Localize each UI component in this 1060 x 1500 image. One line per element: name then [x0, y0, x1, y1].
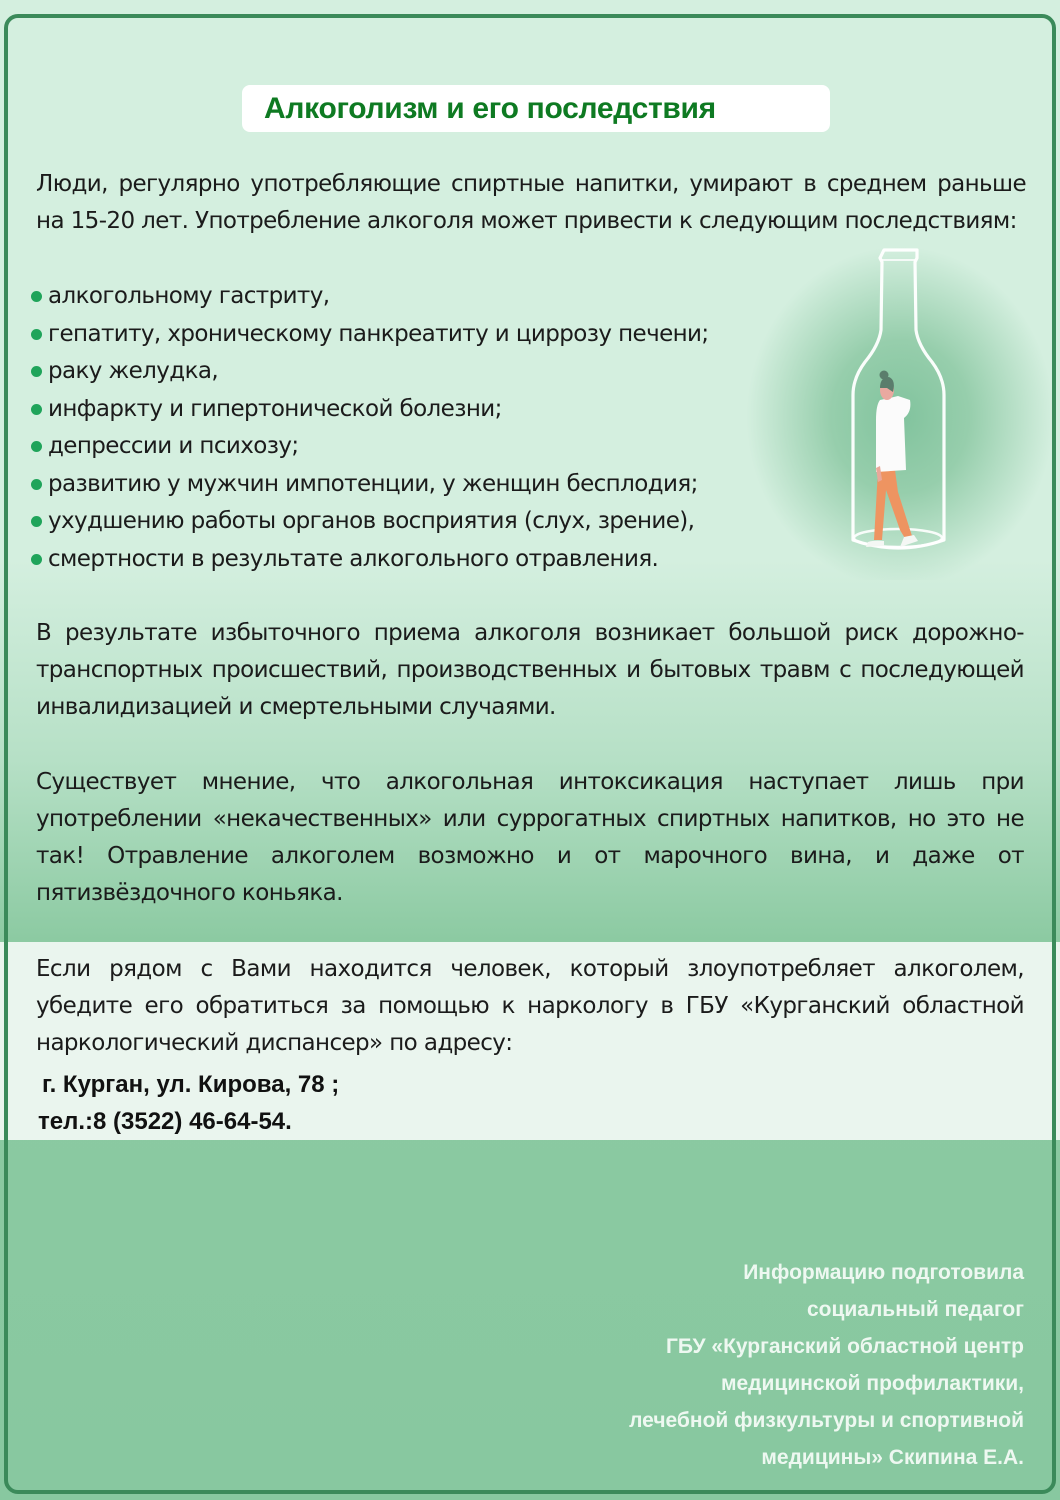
credits-line: медицины» Скипина Е.А. [761, 1446, 1024, 1469]
bullet-icon [31, 329, 42, 340]
bullet-icon [31, 554, 42, 565]
credits-line: лечебной физкультуры и спортивной [629, 1409, 1024, 1432]
address-text: г. Курган, ул. Кирова, 78 ; [42, 1071, 340, 1098]
list-item: смертности в результате алкогольного отравления. [31, 541, 709, 579]
bullet-icon [31, 479, 42, 490]
list-item: инфаркту и гипертонической болезни; [31, 391, 709, 429]
intro-paragraph: Люди, регулярно употребляющие спиртные напитки, умирают в среднем раньше на 15-20 лет. Употребление алкоголя может привести к следующим последствиям: [36, 171, 1026, 234]
bullet-icon [31, 291, 42, 302]
person-in-bottle-illustration [830, 240, 970, 560]
credits-line: социальный педагог [806, 1298, 1024, 1321]
credits-line: Информацию подготовила [743, 1261, 1024, 1284]
bullet-icon [31, 441, 42, 452]
bullet-icon [31, 366, 42, 377]
help-paragraph: Если рядом с Вами находится человек, который злоупотребляет алкоголем, убедите его обратиться за помощью к наркологу в ГБУ «Курганский областной наркологический диспансер» по адресу: [36, 956, 1024, 1056]
risk-paragraph: В результате избыточного приема алкоголя возникает большой риск дорожно-транспортных происшествий, производственных и бытовых травм с последующей инвалидизацией и смертельными случаями. [36, 620, 1024, 720]
title-box [242, 85, 830, 132]
list-item: раку желудка, [31, 353, 709, 391]
list-item: алкогольному гастриту, [31, 278, 709, 316]
list-item: развитию у мужчин импотенции, у женщин бесплодия; [31, 466, 709, 504]
page-title: Алкоголизм и его последствия [264, 92, 716, 125]
list-item: ухудшению работы органов восприятия (слух, зрение), [31, 503, 709, 541]
bullet-icon [31, 516, 42, 527]
myth-paragraph: Существует мнение, что алкогольная интоксикация наступает лишь при употреблении «некачественных» или суррогатных спиртных напитков, но это не так! Отравление алкоголем возможно и от марочного вина, и даже от пятизвёздочного коньяка. [36, 769, 1024, 906]
list-item: гепатиту, хроническому панкреатиту и циррозу печени; [31, 316, 709, 354]
credits-line: медицинской профилактики, [720, 1372, 1024, 1395]
credits-line: ГБУ «Курганский областной центр [666, 1335, 1024, 1358]
list-item: депрессии и психозу; [31, 428, 709, 466]
phone-text: тел.:8 (3522) 46-64-54. [38, 1108, 292, 1135]
credits-block [464, 1254, 1024, 1476]
bullet-icon [31, 404, 42, 415]
consequences-list [31, 278, 709, 578]
